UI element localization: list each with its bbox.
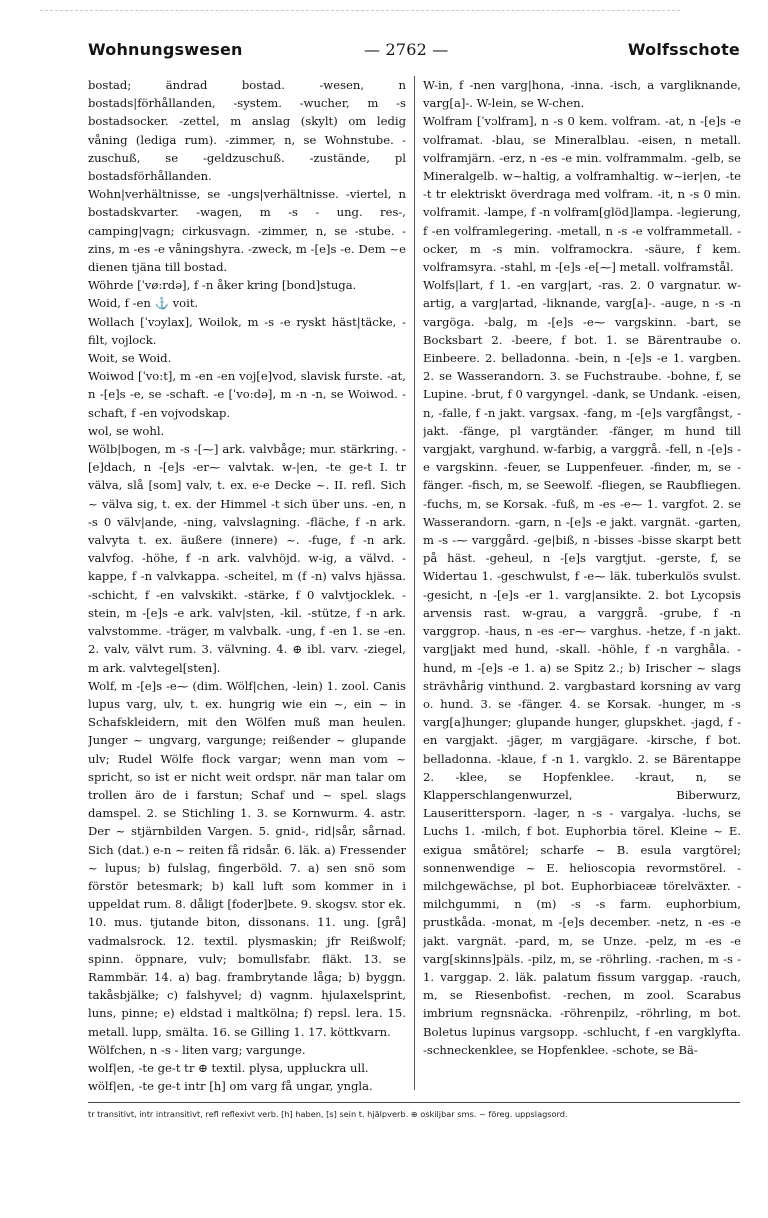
scan-edge [40, 10, 680, 11]
entry-paragraph: Wölfchen, n -s - liten varg; vargunge. [88, 1042, 306, 1057]
entry-paragraph: Wöhrde [ˈvø:rdə], f -n åker kring [bond]stuga. [88, 278, 357, 293]
header-page-number: — 2762 — [364, 40, 449, 59]
entry-paragraph: wol, se wohl. [88, 423, 165, 438]
header-first-entry: Wohnungswesen [88, 40, 243, 59]
entry-paragraph: wolf|en, -te ge-t tr ⊕ textil. plysa, uppluckra ull. [88, 1060, 369, 1075]
right-column [423, 76, 741, 1096]
entry-paragraph: W-in, f -nen varg|hona, -inna. -isch, a vargliknande, varg[a]-. W-lein, se W-chen. [423, 78, 741, 111]
entry-paragraph: wölf|en, -te ge-t intr [h] om varg få ungar, yngla. [88, 1079, 373, 1094]
page-header [88, 40, 740, 70]
entry-paragraph: Woid, f -en ⚓ voit. [88, 296, 199, 311]
entry-paragraph: Wölb|bogen, m -s -[⁓] ark. valvbåge; mur. stärkring. -[e]dach, n -[e]s -er⁓ valvtak. w-|en, -te ge-t I. tr välva, slå [som] valv, t. ex. e-e Decke ~. II. refl. Sich ~ välva sig, t. ex. der Himmel -t sich über uns. -en, n -s 0 välv|ande, -ning, valvslagning. -fläche, f -n ark. valvyta t. ex. äußere (innere) ~. -fuge, f -n ark. valvfog. -höhe, f -n ark. valvhöjd. w-ig, a välvd. -kappe, f -n valvkappa. -scheitel, m (f -n) valvs hjässa. -schicht, f -en valvskikt. -stärke, f 0 valvtjocklek. -stein, m -[e]s -e ark. valv|sten, -kil. -stütze, f -n ark. valvstomme. -träger, m valvbalk. -ung, f -en 1. se -en. 2. valv, välvt rum. 3. välvning. 4. ⊕ ibl. varv. -ziegel, m ark. valvtegel[sten]. [88, 442, 406, 675]
left-column [88, 76, 406, 1096]
entry-paragraph: Wolfram [ˈvɔlfram], n -s 0 kem. volfram. -at, n -[e]s -e volframat. -blau, se Mineralblau. -eisen, n metall. volframjärn. -erz, n -es -e min. volframmalm. -gelb, se Mineralgelb. w~haltig, a volframhaltig. w~ier|en, -te -t tr elektriskt överdraga med volfram. -it, n -s 0 min. volframit. -lampe, f -n volfram[glöd]lampa. -legierung, f -en volframlegering. -metall, n -s -e volframmetall. -ocker, m -s min. volframockra. -säure, f kem. volframsyra. -stahl, m -[e]s -e[⁓] metall. volframstål. [423, 114, 741, 275]
entry-paragraph: Wollach [ˈvɔylax], Woilok, m -s -e ryskt häst|täcke, -filt, vojlock. [88, 314, 406, 347]
column-divider [414, 76, 415, 1090]
entry-paragraph: Woiwod [ˈvo:t], m -en -en voj[e]vod, slavisk furste. -at, n -[e]s -e, se -schaft. -e [ˈvo:də], m -n -n, se Woiwod. -schaft, f -en vojvodskap. [88, 369, 406, 420]
header-last-entry: Wolfsschote [627, 40, 740, 59]
abbreviation-legend: tr transitivt, intr intransitivt, refl reflexivt verb. [h] haben, [s] sein t. hjälpverb. ⊕ oskiljbar sms. ~ föreg. uppslagsord. [88, 1109, 568, 1119]
entry-paragraph: bostad; ändrad bostad. -wesen, n bostads|förhållanden, -system. -wucher, m -s bostadsocker. -zettel, m anslag (skylt) om ledig våning (lediga rum). -zimmer, n, se Wohnstube. -zuschuß, se -geldzuschuß. -zustände, pl bostadsförhållanden. [88, 78, 406, 184]
entry-paragraph: Wolf, m -[e]s -e⁓ (dim. Wölf|chen, -lein) 1. zool. Canis lupus varg, ulv, t. ex. hungrig wie ein ~, ein ~ in Schafskleidern, mit den Wölfen muß man heulen. Junger ~ ungvarg, vargunge; reißender ~ glupande ulv; Rudel Wölfe flock vargar; wenn man vom ~ spricht, so ist er nicht weit ordspr. när man talar om trollen äro de i farstun; Schaf und ~ spel. slags damspel. 2. se Stichling 1. 3. se Kornwurm. 4. astr. Der ~ stjärnbilden Vargen. 5. gnid-, rid|sår, sårnad. Sich (dat.) e-n ~ reiten få ridsår. 6. läk. a) Fressender ~ lupus; b) fulslag, fingerböld. 7. a) sen snö som förstör betesmark; b) kall luft som kommer in i uppeldat rum. 8. dåligt [foder]bete. 9. skogsv. stor ek. 10. mus. tjutande biton, dissonans. 11. ung. [grå] vadmalsrock. 12. textil. plysmaskin; jfr Reißwolf; spinn. öppnare, vulv; bomullsfabr. fläkt. 13. se Rammbär. 14. a) bag. frambrytande låga; b) byggn. takåsbjälke; c) falshyvel; d) vagnm. hjulaxelsprint, luns, pinne; e) eldstad i maltkölna; f) repsl. lera. 15. metall. lupp, smälta. 16. se Gilling 1. 17. köttkvarn. [88, 678, 406, 1039]
entry-paragraph: Wohn|verhältnisse, se -ungs|verhältnisse. -viertel, n bostadskvarter. -wagen, m -s - ung. res-, camping|vagn; cirkusvagn. -zimmer, n, se -stube. -zins, m -es -e våningshyra. -zweck, m -[e]s -e. Dem ~e dienen tjäna till bostad. [88, 187, 406, 275]
entry-paragraph: Wolfs|lart, f 1. -en varg|art, -ras. 2. 0 vargnatur. w-artig, a varg|artad, -liknande, varg[a]-. -auge, n -s -n vargöga. -balg, m -[e]s -e⁓ vargskinn. -bart, se Bocksbart 2. -beere, f bot. 1. se Bärentraube o. Einbeere. 2. belladonna. -bein, n -[e]s -e 1. vargben. 2. se Wasserandorn. 3. se Fuchstraube. -bohne, f, se Lupine. -brut, f 0 vargyngel. -dank, se Undank. -eisen, n, -falle, f -n jakt. vargsax. -fang, m -[e]s vargfångst, -jakt. -fänge, pl vargtänder. -fänger, m hund till vargjakt, varghund. w-farbig, a varggrå. -fell, n -[e]s -e vargskinn. -feuer, se Luppenfeuer. -finder, m, se -fänger. -fisch, m, se Seewolf. -fliegen, se Raubfliegen. -fuchs, m, se Korsak. -fuß, m -es -e⁓ 1. vargfot. 2. se Wasserandorn. -garn, n -[e]s -e jakt. vargnät. -garten, m -s -⁓ varggård. -ge|biß, n -bisses -bisse skarpt bett på häst. -geheul, n -[e]s vargtjut. -gerste, f, se Widertau 1. -geschwulst, f -e⁓ läk. tuberkulös svulst. -gesicht, n -[e]s -er 1. varg|ansikte. 2. bot Lycopsis arvensis rast. w-grau, a varggrå. -grube, f -n varggrop. -haus, n -es -er⁓ varghus. -hetze, f -n jakt. varg|jakt med hund, -skall. -höhle, f -n varghåla. -hund, m -[e]s -e 1. a) se Spitz 2.; b) Irischer ~ slags strävhårig vinthund. 2. vargbastard korsning av varg o. hund. 3. se -fänger. 4. se Korsak. -hunger, m -s varg[a]hunger; glupande hunger, glupskhet. -jagd, f -en vargjakt. -jäger, m vargjägare. -kirsche, f bot. belladonna. -klaue, f -n 1. vargklo. 2. se Bärentappe 2. -klee, se Hopfenklee. -kraut, n, se Klapperschlangenwurzel, Biberwurz, Lauserittersporn. -lager, n -s - vargalya. -luchs, se Luchs 1. -milch, f bot. Euphorbia törel. Kleine ~ E. exigua småtörel; scharfe ~ B. esula vargtörel; sonnenwendige ~ E. helioscopia revormstörel. -milchgewächse, pl bot. Euphorbiaceæ törelväxter. -milchgummi, n (m) -s -s farm. euphorbium, prustkåda. -monat, m -[e]s december. -netz, n -es -e jakt. vargnät. -pard, m, se Unze. -pelz, m -es -e varg[skinns]päls. -pilz, m, se -röhrling. -rachen, m -s - 1. varggap. 2. läk. palatum fissum varggap. -rauch, m, se Riesenbofist. -rechen, m zool. Scarabus imbrium regnsnäcka. -röhrenpilz, -röhrling, m bot. Boletus lupinus vargsopp. -schlucht, f -en vargklyfta. -schneckenklee, se Hopfenklee. -schote, se Bä- [423, 278, 741, 1057]
footer-rule [88, 1102, 740, 1103]
entry-paragraph: Woit, se Woid. [88, 351, 172, 366]
